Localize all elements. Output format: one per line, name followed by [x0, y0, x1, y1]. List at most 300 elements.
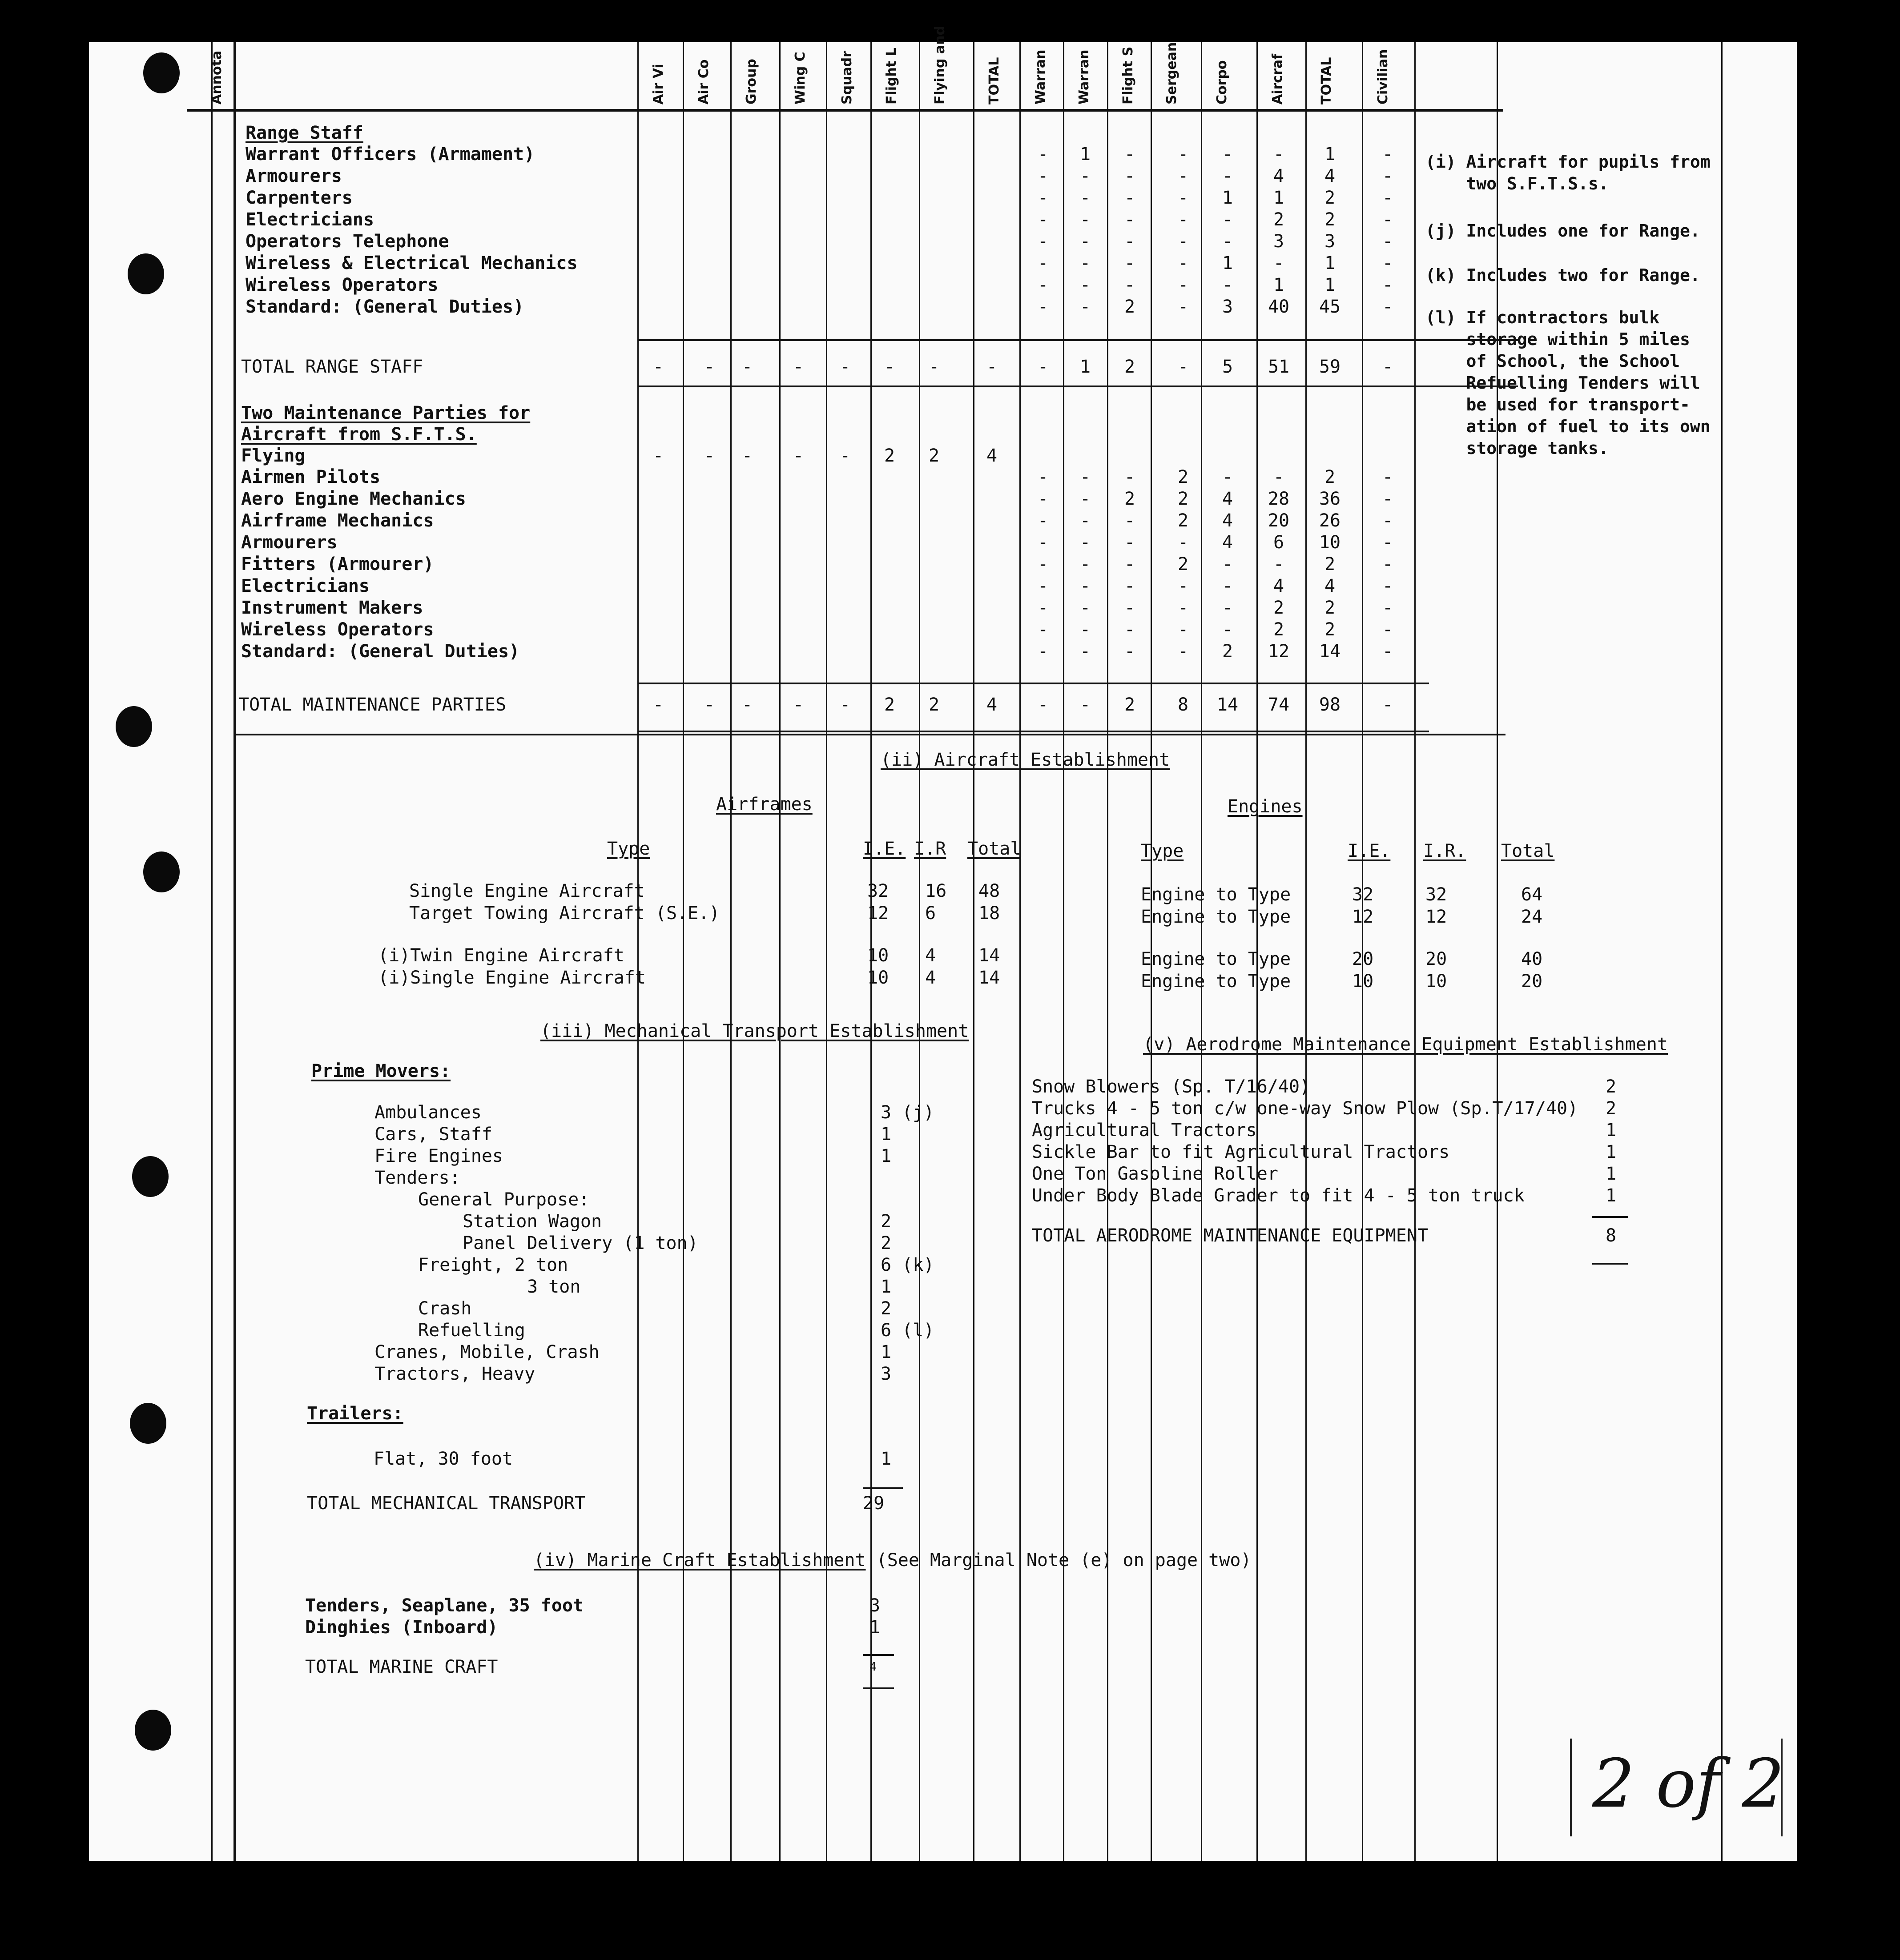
column-header: Corpo [1214, 60, 1230, 104]
aerodrome-row-value: 1 [1606, 1142, 1617, 1162]
column-header: Wing C [793, 52, 808, 104]
table-cell: - [1177, 231, 1189, 252]
engine-total: 20 [1521, 971, 1543, 992]
mt-row-value: 1 [881, 1342, 892, 1362]
table-cell: - [1177, 297, 1189, 317]
mt-row-value: 2 [881, 1211, 892, 1232]
table-cell: 4 [986, 446, 998, 466]
table-cell: 36 [1319, 489, 1341, 509]
table-cell: 2 [1177, 554, 1189, 574]
airframe-ie: 32 [867, 881, 889, 901]
range-staff-row-label: Warrant Officers (Armament) [246, 144, 535, 165]
table-cell: - [1177, 275, 1189, 295]
table-cell: - [1382, 576, 1393, 596]
table-cell: - [1382, 253, 1393, 273]
marine-title-text: (iv) Marine Craft Establishment [534, 1550, 866, 1570]
table-cell: 2 [1324, 188, 1336, 208]
table-cell: 2 [1273, 619, 1284, 640]
table-cell: - [1124, 598, 1135, 618]
table-cell: - [1124, 188, 1135, 208]
table-cell: - [1222, 275, 1233, 295]
engines-header: I.E. [1348, 841, 1391, 861]
trailer-row-label: Flat, 30 foot [374, 1449, 513, 1469]
punch-hole [143, 52, 180, 93]
table-cell: 26 [1319, 510, 1341, 531]
mt-row-label: General Purpose: [418, 1189, 590, 1210]
airframe-total: 14 [978, 968, 1000, 988]
table-cell: - [1382, 297, 1393, 317]
table-cell: - [1177, 619, 1189, 640]
engine-total: 64 [1521, 884, 1543, 905]
column-header: TOTAL [1319, 57, 1334, 104]
table-cell: - [1037, 695, 1049, 715]
table-cell: 2 [1273, 598, 1284, 618]
mt-row-label: 3 ton [527, 1277, 581, 1297]
table-cell: - [1037, 598, 1049, 618]
airframes-header: Type [607, 839, 650, 859]
aerodrome-row-label: One Ton Gasoline Roller [1032, 1164, 1278, 1184]
table-cell: - [1382, 489, 1393, 509]
engine-total: 24 [1521, 907, 1543, 927]
table-cell: - [1037, 619, 1049, 640]
mt-row-label: Tractors, Heavy [374, 1364, 535, 1384]
mt-row-label: Freight, 2 ton [418, 1255, 568, 1275]
table-cell: - [704, 695, 715, 715]
maintenance-row-label: Armourers [241, 532, 338, 553]
airframe-type: (i)Single Engine Aircraft [378, 968, 646, 988]
table-cell: - [1037, 467, 1049, 487]
airframe-ie: 10 [867, 968, 889, 988]
mt-row-value: 2 [881, 1298, 892, 1319]
table-cell: 2 [928, 446, 940, 466]
table-cell: - [1382, 231, 1393, 252]
table-cell: - [1124, 641, 1135, 662]
maintenance-row-label: Standard: (General Duties) [241, 641, 520, 662]
range-staff-row-label: Carpenters [246, 188, 353, 208]
table-cell: - [1273, 467, 1284, 487]
marginal-note: (l) If contractors bulk storage within 5 miles of School, the School Refuelling Tenders will be used for transport- ation of fuel to its own storage tanks. [1425, 308, 1711, 458]
table-cell: - [1079, 275, 1091, 295]
engine-ie: 10 [1352, 971, 1374, 992]
table-cell: - [1079, 598, 1091, 618]
table-cell: - [1382, 188, 1393, 208]
table-cell: - [1079, 489, 1091, 509]
table-cell: - [1079, 166, 1091, 186]
table-cell: - [704, 357, 715, 377]
table-cell: 20 [1268, 510, 1290, 531]
table-cell: - [1079, 554, 1091, 574]
mt-row-value: 2 [881, 1233, 892, 1253]
column-header: Air Vi [651, 64, 666, 104]
engine-ie: 20 [1352, 949, 1374, 969]
table-cell: - [1037, 253, 1049, 273]
mt-row-label: Fire Engines [374, 1146, 503, 1166]
table-cell: 4 [1222, 489, 1233, 509]
table-cell: - [1037, 275, 1049, 295]
column-rule [1107, 42, 1108, 1861]
mt-row-label: Panel Delivery (1 ton) [463, 1233, 698, 1253]
mt-title: (iii) Mechanical Transport Establishment [540, 1021, 969, 1041]
table-cell: 2 [1324, 619, 1336, 640]
table-cell: - [1177, 188, 1189, 208]
table-cell: - [1222, 209, 1233, 230]
aerodrome-row-value: 1 [1606, 1120, 1617, 1141]
table-cell: - [1273, 253, 1284, 273]
engine-ir: 20 [1425, 949, 1447, 969]
marine-total-label: TOTAL MARINE CRAFT [305, 1657, 498, 1677]
table-cell: 1 [1324, 253, 1336, 273]
column-header: Warran [1076, 49, 1092, 104]
mt-row-label: Station Wagon [463, 1211, 602, 1232]
table-cell: 14 [1319, 641, 1341, 662]
table-cell: - [1079, 467, 1091, 487]
airframe-ie: 10 [867, 945, 889, 966]
table-cell: 8 [1177, 695, 1189, 715]
mt-row-value: 1 [881, 1124, 892, 1145]
table-cell: - [1124, 619, 1135, 640]
maintenance-row-label: Fitters (Armourer) [241, 554, 434, 574]
table-cell: - [1177, 253, 1189, 273]
maintenance-title-line2: Aircraft from S.F.T.S. [241, 424, 477, 445]
trailer-row-value: 1 [881, 1449, 892, 1469]
table-cell: - [1222, 166, 1233, 186]
document-page [89, 26, 1797, 1861]
marine-title [534, 1550, 1252, 1571]
table-cell: 1 [1324, 275, 1336, 295]
column-rule [973, 42, 974, 1861]
table-cell: - [1037, 231, 1049, 252]
airframe-type: Target Towing Aircraft (S.E.) [409, 903, 720, 924]
range-staff-row-label: Electricians [246, 209, 374, 230]
table-cell: - [1177, 532, 1189, 553]
table-cell: 1 [1273, 275, 1284, 295]
table-cell: - [1382, 598, 1393, 618]
maint-total-top-rule [637, 683, 1429, 684]
engine-type: Engine to Type [1141, 949, 1291, 969]
maintenance-total-label: TOTAL MAINTENANCE PARTIES [238, 695, 507, 715]
table-cell: 40 [1268, 297, 1290, 317]
table-cell: - [1382, 467, 1393, 487]
range-staff-title: Range Staff [246, 123, 363, 143]
airframe-ir: 4 [925, 968, 936, 988]
mt-row-label: Cranes, Mobile, Crash [374, 1342, 600, 1362]
airframe-type: Single Engine Aircraft [409, 881, 645, 901]
aerodrome-row-label: Under Body Blade Grader to fit 4 - 5 ton truck [1032, 1185, 1525, 1206]
table-cell: 1 [1222, 188, 1233, 208]
mt-row-label: Refuelling [418, 1320, 525, 1341]
table-cell: - [1037, 510, 1049, 531]
table-cell: 4 [986, 695, 998, 715]
table-cell: 1 [1324, 144, 1336, 165]
aerodrome-row-label: Trucks 4 - 5 ton c/w one-way Snow Plow (Sp.T/17/40) [1032, 1098, 1578, 1119]
table-cell: - [839, 695, 851, 715]
punch-hole [132, 1156, 169, 1197]
airframe-total: 48 [978, 881, 1000, 901]
airframe-total: 14 [978, 945, 1000, 966]
table-cell: - [1177, 357, 1189, 377]
marine-row-value: 1 [869, 1617, 881, 1638]
aerodrome-total-value: 8 [1606, 1225, 1617, 1246]
column-rule [637, 42, 639, 1861]
section-rule [233, 734, 1506, 735]
aerodrome-row-value: 2 [1606, 1098, 1617, 1119]
table-cell: - [1079, 576, 1091, 596]
engines-header: Type [1141, 841, 1184, 861]
table-cell: - [1382, 554, 1393, 574]
marine-row-label: Tenders, Seaplane, 35 foot [305, 1595, 584, 1616]
maintenance-flying-label: Flying [241, 446, 306, 466]
marine-row-label: Dinghies (Inboard) [305, 1617, 498, 1638]
table-cell: 2 [1273, 209, 1284, 230]
maint-total-bottom-rule [637, 731, 1429, 732]
table-cell: - [1079, 532, 1091, 553]
vertical-rule [233, 42, 236, 1861]
marginal-note: (j) Includes one for Range. [1425, 221, 1700, 241]
table-cell: - [1382, 510, 1393, 531]
table-cell: - [1037, 641, 1049, 662]
range-staff-total-label: TOTAL RANGE STAFF [241, 357, 423, 377]
table-cell: 3 [1273, 231, 1284, 252]
maintenance-row-label: Aero Engine Mechanics [241, 489, 466, 509]
table-cell: 2 [1222, 641, 1233, 662]
table-cell: - [1079, 253, 1091, 273]
column-header: TOTAL [986, 57, 1002, 104]
table-cell: - [884, 357, 895, 377]
table-cell: - [1037, 166, 1049, 186]
airframe-ie: 12 [867, 903, 889, 924]
aerodrome-row-value: 2 [1606, 1076, 1617, 1097]
table-cell: - [1037, 489, 1049, 509]
column-rule [1063, 42, 1064, 1861]
table-cell: 1 [1273, 188, 1284, 208]
table-cell: - [1177, 209, 1189, 230]
column-header: Civilian [1375, 49, 1391, 104]
table-cell: 51 [1268, 357, 1290, 377]
table-cell: - [839, 357, 851, 377]
table-cell: - [1037, 554, 1049, 574]
punch-hole [135, 1710, 171, 1751]
column-rule [683, 42, 684, 1861]
table-cell: - [1124, 510, 1135, 531]
table-cell: - [1222, 576, 1233, 596]
airframes-header: I.E. [863, 839, 906, 859]
header-rule [187, 109, 1503, 112]
table-cell: - [1037, 357, 1049, 377]
punch-hole [116, 706, 152, 747]
maintenance-row-label: Wireless Operators [241, 619, 434, 640]
airframe-ir: 16 [925, 881, 947, 901]
table-cell: 12 [1268, 641, 1290, 662]
engines-title: Engines [1228, 796, 1303, 817]
column-header: Group [744, 59, 759, 104]
table-cell: - [652, 357, 664, 377]
airframe-total: 18 [978, 903, 1000, 924]
table-cell: - [1382, 695, 1393, 715]
punch-hole [128, 253, 164, 294]
aerodrome-total-label: TOTAL AERODROME MAINTENANCE EQUIPMENT [1032, 1225, 1429, 1246]
table-cell: - [1037, 297, 1049, 317]
table-cell: - [1037, 532, 1049, 553]
table-cell: - [1177, 166, 1189, 186]
table-cell: 2 [1124, 357, 1135, 377]
table-cell: - [1124, 532, 1135, 553]
table-cell: 1 [1222, 253, 1233, 273]
table-cell: - [1079, 297, 1091, 317]
table-cell: 2 [884, 446, 895, 466]
maintenance-row-label: Airmen Pilots [241, 467, 381, 487]
marine-note: (See Marginal Note (e) on page two) [876, 1550, 1252, 1570]
table-cell: - [1124, 554, 1135, 574]
aerodrome-row-value: 1 [1606, 1164, 1617, 1184]
table-cell: - [1079, 641, 1091, 662]
punch-hole [143, 851, 180, 892]
aerodrome-row-label: Agricultural Tractors [1032, 1120, 1257, 1141]
table-cell: - [928, 357, 940, 377]
range-staff-row-label: Wireless Operators [246, 275, 439, 295]
prime-movers-heading: Prime Movers: [311, 1061, 451, 1081]
table-cell: - [1273, 144, 1284, 165]
table-cell: 2 [928, 695, 940, 715]
column-header: Squadr [839, 51, 855, 104]
maintenance-row-label: Instrument Makers [241, 598, 423, 618]
table-cell: - [1222, 144, 1233, 165]
table-cell: - [1124, 275, 1135, 295]
column-rule [779, 42, 781, 1861]
table-cell: - [793, 357, 804, 377]
table-cell: 4 [1324, 576, 1336, 596]
mt-row-value: 1 [881, 1277, 892, 1297]
table-cell: 2 [884, 695, 895, 715]
column-rule [919, 42, 920, 1861]
table-cell: - [1124, 144, 1135, 165]
table-cell: 74 [1268, 695, 1290, 715]
table-cell: - [1079, 231, 1091, 252]
table-cell: - [1124, 166, 1135, 186]
vertical-rule [1721, 42, 1723, 1861]
aerodrome-row-label: Sickle Bar to fit Agricultural Tractors [1032, 1142, 1450, 1162]
table-cell: - [1079, 510, 1091, 531]
engines-header: Total [1501, 841, 1555, 861]
page-mark-handwritten: 2 of 2 [1592, 1745, 1785, 1823]
table-cell: 4 [1273, 166, 1284, 186]
column-rule [1414, 42, 1416, 1861]
table-cell: - [1222, 554, 1233, 574]
airframe-ir: 6 [925, 903, 936, 924]
table-cell: 45 [1319, 297, 1341, 317]
airframes-header: I.R [914, 839, 946, 859]
table-cell: - [1382, 166, 1393, 186]
engine-ir: 32 [1425, 884, 1447, 905]
range-staff-row-label: Armourers [246, 166, 342, 186]
column-header: Aircraf [1270, 53, 1285, 104]
column-header: Flight S [1120, 46, 1136, 104]
column-rule [1305, 42, 1307, 1861]
table-cell: - [1124, 231, 1135, 252]
table-cell: - [1037, 209, 1049, 230]
aerodrome-title: (v) Aerodrome Maintenance Equipment Establishment [1143, 1034, 1668, 1055]
table-cell: - [1382, 357, 1393, 377]
table-cell: - [1079, 209, 1091, 230]
punch-hole [130, 1403, 166, 1444]
table-cell: - [1177, 576, 1189, 596]
table-cell: 4 [1222, 510, 1233, 531]
engine-total: 40 [1521, 949, 1543, 969]
airframes-title: Airframes [716, 794, 813, 815]
table-cell: - [1222, 467, 1233, 487]
mt-row-value: 1 [881, 1146, 892, 1166]
table-cell: 3 [1324, 231, 1336, 252]
mt-total-value: 29 [863, 1493, 885, 1514]
table-cell: - [1382, 532, 1393, 553]
table-cell: - [1382, 275, 1393, 295]
mt-row-value: 3 [881, 1364, 892, 1384]
airframe-type: (i)Twin Engine Aircraft [378, 945, 624, 966]
table-cell: 10 [1319, 532, 1341, 553]
engine-ie: 12 [1352, 907, 1374, 927]
table-cell: - [1273, 554, 1284, 574]
table-cell: 2 [1124, 489, 1135, 509]
table-cell: - [1037, 188, 1049, 208]
table-cell: 2 [1124, 297, 1135, 317]
table-cell: - [1382, 641, 1393, 662]
table-cell: - [741, 357, 753, 377]
column-rule [730, 42, 732, 1861]
table-cell: 59 [1319, 357, 1341, 377]
mt-row-value: 6 (l) [881, 1320, 934, 1341]
mt-row-label: Tenders: [374, 1168, 460, 1188]
column-header: Air Co [696, 59, 712, 104]
table-cell: - [1177, 641, 1189, 662]
table-cell: - [704, 446, 715, 466]
mt-row-value: 3 (j) [881, 1102, 934, 1123]
marine-total-value: 4 [869, 1660, 877, 1674]
range-total-bottom-rule [637, 386, 1518, 387]
table-cell: 4 [1222, 532, 1233, 553]
range-total-top-rule [637, 339, 1518, 341]
engine-ie: 32 [1352, 884, 1374, 905]
table-cell: - [741, 695, 753, 715]
table-cell: - [1124, 576, 1135, 596]
table-cell: 2 [1177, 467, 1189, 487]
table-cell: - [741, 446, 753, 466]
mt-row-label: Crash [418, 1298, 472, 1319]
marginal-note: (k) Includes two for Range. [1425, 265, 1700, 285]
marginal-note: (i) Aircraft for pupils from two S.F.T.S.s. [1425, 152, 1711, 193]
table-cell: 3 [1222, 297, 1233, 317]
table-cell: - [1079, 188, 1091, 208]
table-cell: - [793, 446, 804, 466]
table-cell: - [1124, 467, 1135, 487]
table-cell: 2 [1324, 209, 1336, 230]
column-rule [826, 42, 827, 1861]
trailers-heading: Trailers: [307, 1403, 403, 1424]
table-cell: - [1124, 209, 1135, 230]
column-header: Sergean [1164, 42, 1179, 104]
table-cell: 4 [1273, 576, 1284, 596]
table-cell: - [839, 446, 851, 466]
table-cell: 28 [1268, 489, 1290, 509]
column-rule [1019, 42, 1021, 1861]
maintenance-row-label: Airframe Mechanics [241, 510, 434, 531]
table-cell: - [1177, 144, 1189, 165]
table-cell: - [1382, 144, 1393, 165]
marine-row-value: 3 [869, 1595, 881, 1616]
table-cell: - [1037, 144, 1049, 165]
aerodrome-row-label: Snow Blowers (Sp. T/16/40) [1032, 1076, 1311, 1097]
table-cell: 6 [1273, 532, 1284, 553]
table-cell: 1 [1079, 144, 1091, 165]
table-cell: - [986, 357, 998, 377]
